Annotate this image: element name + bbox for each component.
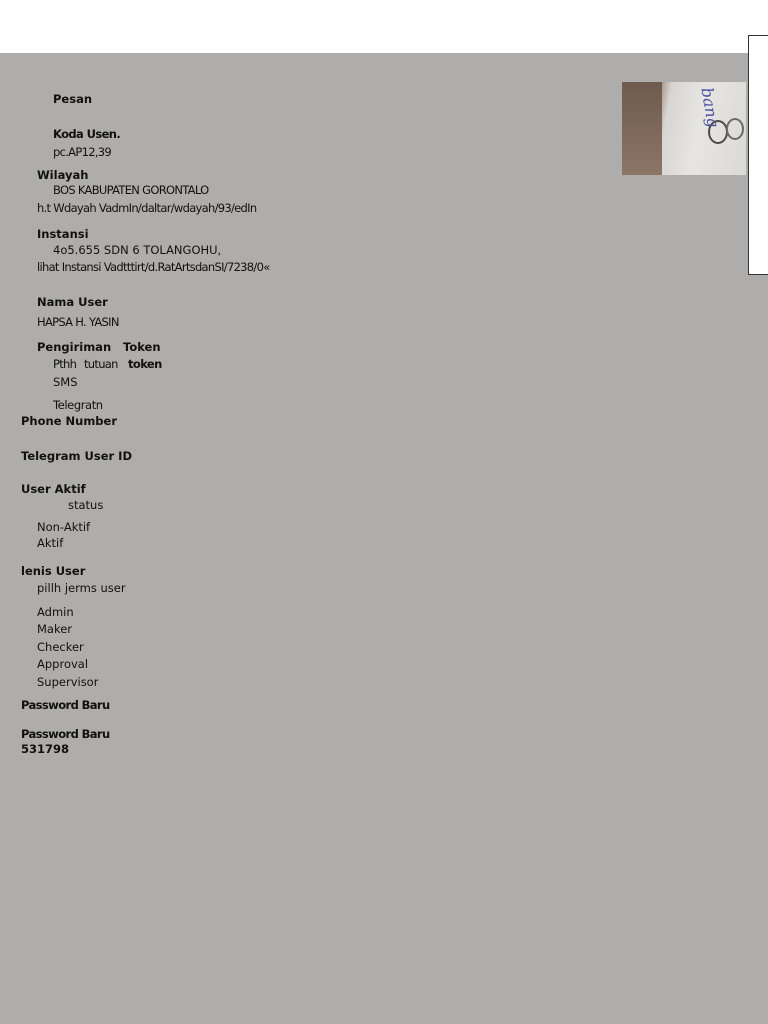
instansi-label: Instansi [37,227,89,241]
pengiriman-option-sms[interactable]: SMS [53,375,78,389]
photo-ring-2 [726,118,744,140]
jenis-user-option-supervisor[interactable]: Supervisor [37,675,99,689]
user-aktif-placeholder[interactable]: status [68,498,104,512]
pengiriman-option-telegram[interactable]: Telegratn [53,398,103,412]
photo-fold [622,82,662,175]
user-aktif-label: User Aktif [21,482,86,496]
pengiriman-label-token: Token [123,340,161,354]
wilayah-label: Wilayah [37,168,89,182]
instansi-link[interactable]: lihat Instansi Vadtttirt/d.RatArtsdanSI/7238/0« [37,260,270,274]
user-aktif-option-aktif[interactable]: Aktif [37,536,64,550]
profile-photo [622,82,746,175]
pengiriman-select-placeholder-3[interactable]: token [128,357,162,371]
side-panel [748,35,768,275]
jenis-user-option-checker[interactable]: Checker [37,640,84,654]
password-baru-label-2: Password Baru [21,727,110,741]
jenis-user-option-maker[interactable]: Maker [37,622,73,636]
jenis-user-option-approval[interactable]: Approval [37,657,89,671]
wilayah-value: BOS KABUPATEN GORONTALO [53,183,209,197]
nama-user-label: Nama User [37,295,108,309]
top-bar [0,0,768,53]
wilayah-link[interactable]: h.t Wdayah VadmIn/daltar/wdayah/93/edIn [37,201,257,215]
password-baru-value[interactable]: 531798 [21,742,70,756]
jenis-user-option-admin[interactable]: Admin [37,605,74,619]
phone-number-label: Phone Number [21,414,118,428]
kode-user-value: pc.AP12,39 [53,145,112,159]
pengiriman-label: Pengiriman [37,340,112,354]
photo-signature: bang [697,86,724,130]
nama-user-value[interactable]: HAPSA H. YASIN [37,315,119,329]
pengiriman-select-placeholder-2[interactable]: tutuan [84,357,118,371]
pesan-label: Pesan [53,92,93,106]
user-aktif-option-nonaktif[interactable]: Non-Aktif [37,520,91,534]
jenis-user-label: lenis User [21,564,86,578]
kode-user-label: Koda Usen. [53,127,121,141]
jenis-user-placeholder[interactable]: pillh jerms user [37,581,126,595]
pengiriman-select-placeholder[interactable]: Pthh [53,357,77,371]
telegram-user-id-label: Telegram User ID [21,449,132,463]
password-baru-label: Password Baru [21,698,110,712]
instansi-value: 4o5.655 SDN 6 TOLANGOHU, [53,243,222,257]
